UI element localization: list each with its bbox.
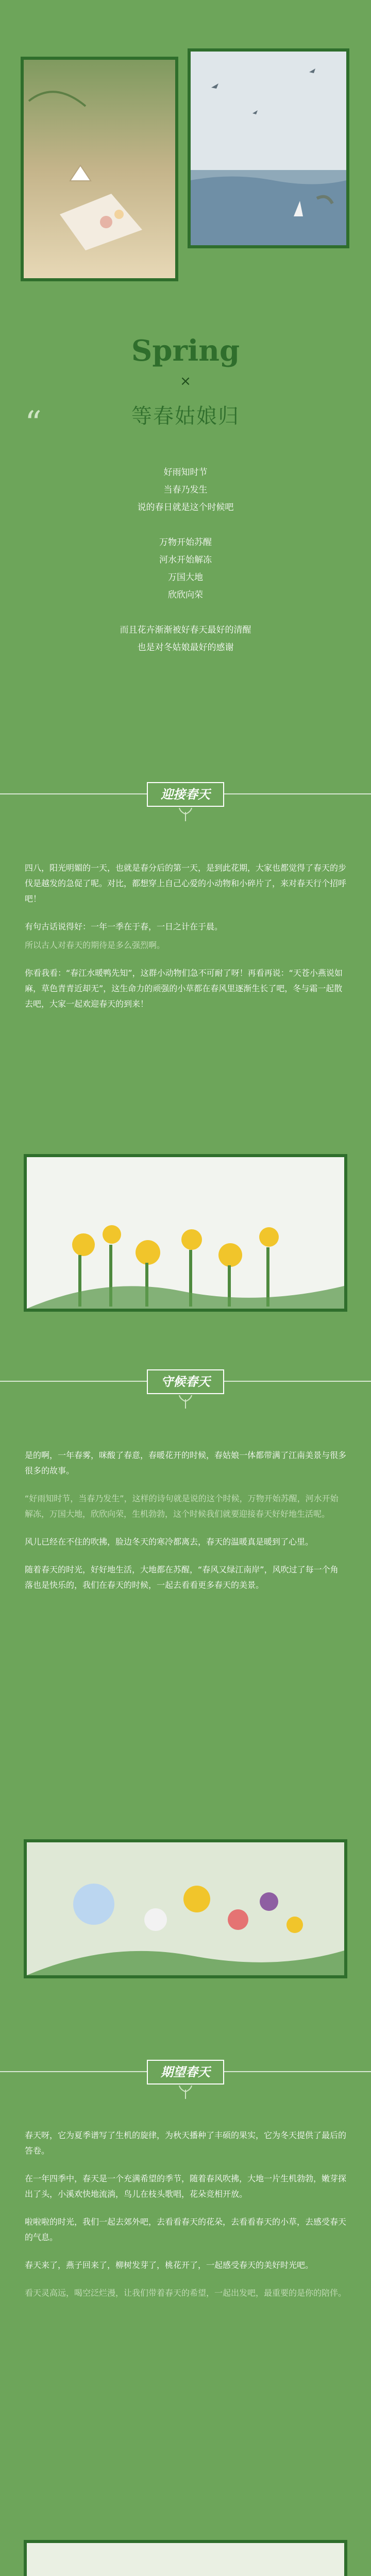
paragraph: 风儿已经在不住的吹拂，脸边冬天的寒冷都离去，春天的温暖真是暖到了心里。 bbox=[25, 1537, 314, 1547]
paragraph: 春天来了，燕子回来了，柳树发芽了，桃花开了，一起感受春天的美好时光吧。 bbox=[25, 2260, 314, 2270]
section-banner-2 bbox=[0, 1360, 371, 1410]
page-title: Spring bbox=[131, 334, 240, 368]
title-cross: × bbox=[180, 374, 191, 389]
poem-gap bbox=[0, 604, 371, 621]
paragraph: 你看我看：“春江水暖鸭先知”，这群小动物们急不可耐了呀！再看再说：“天苍小燕说如麻，草色青青近却无”，这生命力的顽强的小草都在春风里逐渐生长了吧，冬与霜一起散去吧，大家一起欢迎春天的到来！ bbox=[25, 968, 343, 1009]
paragraph: 春天呀，它为夏季谱写了生机的旋律，为秋天播种了丰硕的果实，它为冬天提供了最后的答卷。 bbox=[25, 2130, 347, 2156]
flower-image-2 bbox=[24, 1839, 347, 1978]
sprig-icon bbox=[178, 2086, 193, 2099]
quote-open-icon: “ bbox=[25, 404, 42, 443]
poem-line: 万国大地 bbox=[168, 572, 203, 583]
hero-image-left bbox=[21, 57, 178, 281]
poem-gap bbox=[0, 516, 371, 534]
banner-label: 期望春天 bbox=[161, 2065, 210, 2079]
section-1-body bbox=[25, 860, 346, 1012]
paragraph: 随着春天的时光，好好地生活，大地都在苏醒，“春风又绿江南岸”，风吹过了每一个角落也是快乐的，我们在春天的时候，一起去看看更多春天的美景。 bbox=[25, 1565, 339, 1590]
paragraph: 四八，阳光明媚的一天，也就是春分后的第一天，是到此花期，大家也都觉得了春天的步伐是越发的急促了呢。对比，都想穿上自己心爱的小动物和小碎片了，来对春天行个招呼吧！ bbox=[25, 863, 347, 904]
hero-left-illustration bbox=[24, 60, 175, 278]
poem-line: 也是对冬姑娘最好的感谢 bbox=[137, 642, 234, 653]
section-banner-1 bbox=[0, 773, 371, 822]
sprig-icon bbox=[178, 1395, 193, 1409]
banner-label: 迎接春天 bbox=[161, 787, 210, 802]
flower-illustration-2 bbox=[27, 1842, 344, 1975]
flower-image-1 bbox=[24, 1154, 347, 1312]
paragraph: 是的啊，一年春雾，咪酸了春意，春暖花开的时候，春姑娘一体都带满了江南美景与很多很多的故事。 bbox=[25, 1450, 347, 1476]
poem-line: 欣欣向荣 bbox=[168, 590, 203, 600]
flower-illustration-1 bbox=[27, 1157, 344, 1309]
section-3-body bbox=[25, 2128, 346, 2301]
poem-line: 当春乃发生 bbox=[163, 485, 208, 495]
paragraph: 在一年四季中，春天是一个充满希望的季节，随着春风吹拂，大地一片生机勃勃，嫩芽探出了头，小溪欢快地流淌，鸟儿在枝头歌唱，花朵竞相开放。 bbox=[25, 2174, 347, 2199]
intro-poem bbox=[0, 464, 371, 656]
banner-label: 守候春天 bbox=[161, 1375, 210, 1389]
poem-line: 万物开始苏醒 bbox=[159, 537, 212, 548]
paragraph: 啦啦啦的时光，我们一起去郊外吧，去看看春天的花朵，去看看春天的小草，去感受春天的气息。 bbox=[25, 2217, 347, 2242]
poem-line: 说的春日就是这个时候吧 bbox=[137, 502, 234, 513]
hero-right-illustration bbox=[191, 52, 346, 245]
subtitle: 等春姑娘归 bbox=[131, 404, 240, 428]
section-banner-3 bbox=[0, 2050, 371, 2100]
section-2-body bbox=[25, 1448, 346, 1593]
paragraph-highlight: 所以古人对春天的期待是多么强烈啊。 bbox=[25, 940, 165, 950]
hero-image-right bbox=[188, 48, 349, 248]
paragraph-highlight: “好雨知时节，当春乃发生”，这样的诗句就是说的这个时候，万物开始苏醒，河水开始解冻，万国大地，欣欣向荣，生机勃勃，这个时候我们就要迎接春天好好地生活呢。 bbox=[25, 1494, 339, 1519]
paragraph: 有句古话说得好：一年一季在于春，一日之计在于晨。 bbox=[25, 922, 223, 931]
flower-illustration-3 bbox=[27, 2543, 344, 2576]
paragraph-highlight: 看天灵高远，喝空泛烂漫，让我们带着春天的希望，一起出发吧，最重要的是你的陪伴。 bbox=[25, 2288, 347, 2298]
poem-line: 而且花卉渐渐被好春天最好的清醒 bbox=[120, 625, 251, 635]
poem-line: 好雨知时节 bbox=[163, 467, 208, 478]
sprig-icon bbox=[178, 808, 193, 821]
poem-line: 河水开始解冻 bbox=[159, 555, 212, 565]
flower-image-3 bbox=[24, 2540, 347, 2576]
